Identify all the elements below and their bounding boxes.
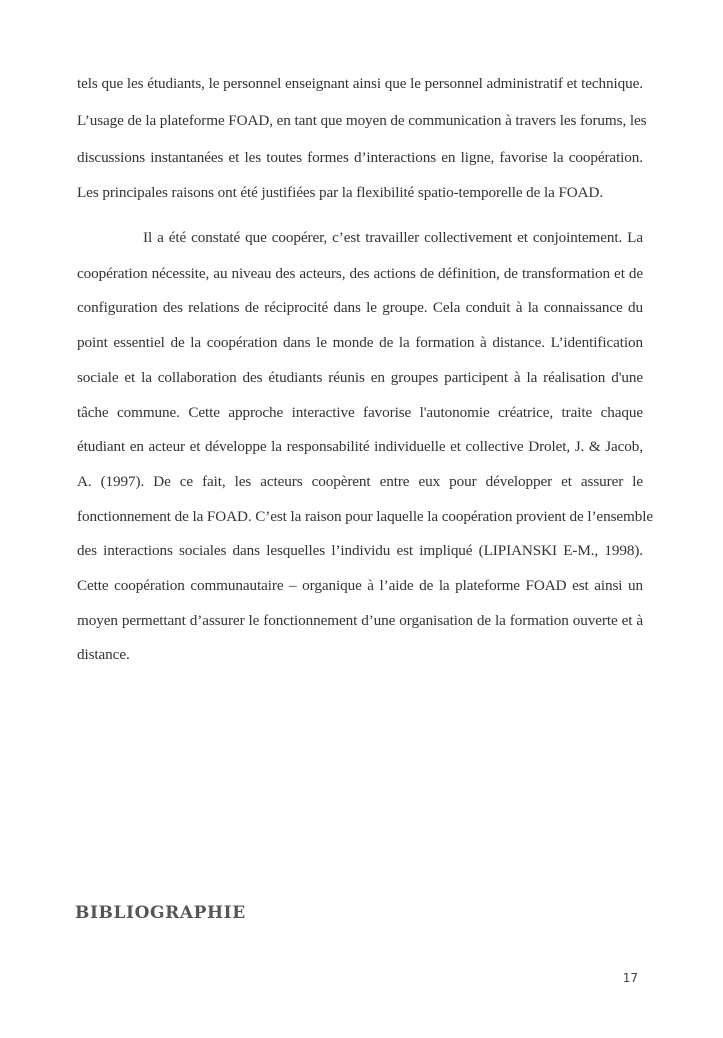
paragraph-line: des interactions sociales dans lesquelles l’individu est impliqué (LIPIANSKI E-M., 1998).	[77, 542, 643, 559]
paragraph-line: discussions instantanées et les toutes formes d’interactions en ligne, favorise la coopération.	[77, 149, 643, 166]
paragraph-line: tels que les étudiants, le personnel enseignant ainsi que le personnel administratif et technique.	[77, 75, 643, 92]
paragraph-line: sociale et la collaboration des étudiants réunis en groupes participent à la réalisation d'une	[77, 369, 643, 386]
paragraph-line: point essentiel de la coopération dans le monde de la formation à distance. L’identification	[77, 334, 643, 351]
paragraph-line: configuration des relations de réciprocité dans le groupe. Cela conduit à la connaissance du	[77, 299, 643, 316]
paragraph-line: Les principales raisons ont été justifiées par la flexibilité spatio-temporelle de la FOAD.	[77, 184, 604, 201]
paragraph-line: étudiant en acteur et développe la responsabilité individuelle et collective Drolet, J. & Jacob,	[77, 438, 643, 455]
paragraph-line: tâche commune. Cette approche interactive favorise l'autonomie créatrice, traite chaque	[77, 404, 643, 421]
paragraph-line: A. (1997). De ce fait, les acteurs coopèrent entre eux pour développer et assurer le	[77, 473, 643, 490]
section-heading: BIBLIOGRAPHIE	[75, 903, 246, 923]
paragraph-line: moyen permettant d’assurer le fonctionnement d’une organisation de la formation ouverte et à	[77, 612, 643, 629]
paragraph-line: distance.	[77, 646, 130, 663]
paragraph-line: fonctionnement de la FOAD. C’est la raison pour laquelle la coopération provient de l’ensemble	[77, 508, 653, 525]
paragraph-line: Cette coopération communautaire – organique à l’aide de la plateforme FOAD est ainsi un	[77, 577, 643, 594]
page-number: 17	[622, 971, 638, 985]
paragraph-line: L’usage de la plateforme FOAD, en tant que moyen de communication à travers les forums, les	[77, 112, 647, 129]
paragraph-line: coopération nécessite, au niveau des acteurs, des actions de définition, de transformation et de	[77, 265, 643, 282]
paragraph-line: Il a été constaté que coopérer, c’est travailler collectivement et conjointement. La	[143, 229, 643, 246]
